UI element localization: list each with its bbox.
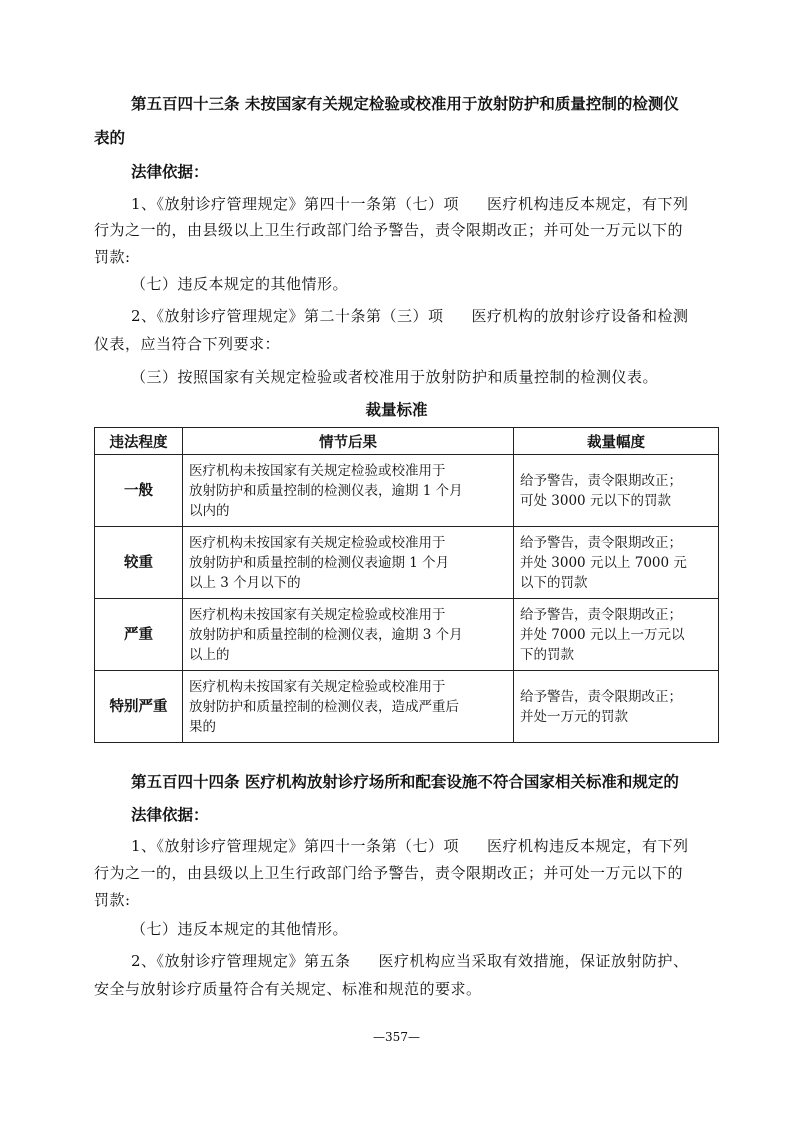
article-543-paragraph-4: （三）按照国家有关规定检验或者校准用于放射防护和质量控制的检测仪表。 bbox=[131, 368, 659, 386]
table-caption: 裁量标准 bbox=[365, 401, 428, 419]
article-544-paragraph-1-line2: 行为之一的，由县级以上卫生行政部门给予警告，责令限期改正；并可处一万元以下的 bbox=[94, 864, 684, 882]
header-circumstances: 情节后果 bbox=[183, 428, 514, 455]
discretion-standard-table bbox=[94, 427, 719, 743]
penalty-cell bbox=[514, 527, 719, 599]
table-row bbox=[95, 599, 719, 671]
article-543-title-line1: 第五百四十三条 未按国家有关规定检验或校准用于放射防护和质量控制的检测仪 bbox=[131, 95, 679, 113]
header-violation-degree: 违法程度 bbox=[95, 428, 183, 455]
article-544-title: 第五百四十四条 医疗机构放射诊疗场所和配套设施不符合国家相关标准和规定的 bbox=[131, 773, 679, 791]
article-543-paragraph-1-line1 bbox=[131, 193, 689, 214]
violation-level-cell: 严重 bbox=[95, 599, 183, 671]
article-544-paragraph-3-line1 bbox=[131, 950, 689, 971]
article-543-paragraph-2: （七）违反本规定的其他情形。 bbox=[131, 275, 349, 293]
penalty-line: 可处 3000 元以下的罚款 bbox=[520, 492, 671, 509]
circumstance-line: 医疗机构未按国家有关规定检验或校准用于 bbox=[189, 534, 446, 551]
article-544-paragraph-3-text: 医疗机构应当采取有效措施，保证放射防护、 bbox=[378, 952, 689, 970]
article-544-paragraph-1-citation: 1、《放射诊疗管理规定》第四十一条第（七）项 bbox=[131, 837, 460, 855]
penalty-line: 给予警告，责令限期改正； bbox=[520, 606, 682, 623]
page-number: —357— bbox=[373, 1030, 420, 1044]
circumstance-cell bbox=[183, 599, 514, 671]
article-543-paragraph-3-text: 医疗机构的放射诊疗设备和检测 bbox=[471, 307, 689, 325]
penalty-cell bbox=[514, 455, 719, 527]
article-544-paragraph-2: （七）违反本规定的其他情形。 bbox=[131, 920, 349, 938]
article-544-paragraph-3-citation: 2、《放射诊疗管理规定》第五条 bbox=[131, 952, 351, 970]
circumstance-line: 放射防护和质量控制的检测仪表，造成严重后 bbox=[189, 698, 459, 715]
penalty-line: 给予警告，责令限期改正； bbox=[520, 472, 682, 489]
circumstance-line: 以上的 bbox=[189, 646, 230, 663]
circumstance-line: 放射防护和质量控制的检测仪表，逾期 3 个月 bbox=[189, 626, 463, 643]
circumstance-line: 医疗机构未按国家有关规定检验或校准用于 bbox=[189, 462, 446, 479]
article-543-paragraph-3-line2: 仪表，应当符合下列要求： bbox=[94, 335, 281, 353]
table-row bbox=[95, 671, 719, 743]
penalty-line: 并处 3000 元以上 7000 元 bbox=[520, 554, 687, 571]
table-row bbox=[95, 527, 719, 599]
penalty-line: 下的罚款 bbox=[520, 646, 574, 663]
penalty-line: 并处一万元的罚款 bbox=[520, 708, 628, 725]
article-544-paragraph-1-text: 医疗机构违反本规定，有下列 bbox=[487, 837, 689, 855]
penalty-line: 给予警告，责令限期改正； bbox=[520, 534, 682, 551]
penalty-cell bbox=[514, 599, 719, 671]
violation-level-cell: 特别严重 bbox=[95, 671, 183, 743]
violation-level-cell: 较重 bbox=[95, 527, 183, 599]
circumstance-line: 以上 3 个月以下的 bbox=[189, 574, 301, 591]
violation-level-cell: 一般 bbox=[95, 455, 183, 527]
article-544-paragraph-1-line3: 罚款: bbox=[94, 891, 131, 909]
article-543-paragraph-1-citation: 1、《放射诊疗管理规定》第四十一条第（七）项 bbox=[131, 195, 460, 213]
circumstance-line: 医疗机构未按国家有关规定检验或校准用于 bbox=[189, 606, 446, 623]
circumstance-line: 放射防护和质量控制的检测仪表，逾期 1 个月 bbox=[189, 482, 463, 499]
article-543-paragraph-3-line1 bbox=[131, 305, 689, 326]
table-header-row bbox=[95, 428, 719, 455]
circumstance-cell bbox=[183, 671, 514, 743]
circumstance-line: 放射防护和质量控制的检测仪表逾期 1 个月 bbox=[189, 554, 450, 571]
circumstance-line: 以内的 bbox=[189, 502, 230, 519]
article-543-title-line2: 表的 bbox=[94, 129, 126, 147]
article-543-paragraph-1-text: 医疗机构违反本规定，有下列 bbox=[487, 195, 689, 213]
circumstance-line: 医疗机构未按国家有关规定检验或校准用于 bbox=[189, 678, 446, 695]
article-543-legal-basis-heading: 法律依据： bbox=[131, 163, 209, 181]
table-row bbox=[95, 455, 719, 527]
penalty-line: 并处 7000 元以上一万元以 bbox=[520, 626, 685, 643]
article-543-paragraph-1-line2: 行为之一的，由县级以上卫生行政部门给予警告，责令限期改正；并可处一万元以下的 bbox=[94, 221, 684, 239]
circumstance-cell bbox=[183, 455, 514, 527]
article-544-legal-basis-heading: 法律依据： bbox=[131, 806, 209, 824]
article-544-paragraph-1-line1 bbox=[131, 835, 689, 856]
circumstance-line: 果的 bbox=[189, 718, 216, 735]
article-544-paragraph-3-line2: 安全与放射诊疗质量符合有关规定、标准和规范的要求。 bbox=[94, 980, 482, 998]
penalty-line: 以下的罚款 bbox=[520, 574, 588, 591]
article-543-paragraph-3-citation: 2、《放射诊疗管理规定》第二十条第（三）项 bbox=[131, 307, 444, 325]
circumstance-cell bbox=[183, 527, 514, 599]
penalty-cell bbox=[514, 671, 719, 743]
header-discretion-range: 裁量幅度 bbox=[514, 428, 719, 455]
article-543-paragraph-1-line3: 罚款: bbox=[94, 248, 131, 266]
penalty-line: 给予警告，责令限期改正； bbox=[520, 688, 682, 705]
